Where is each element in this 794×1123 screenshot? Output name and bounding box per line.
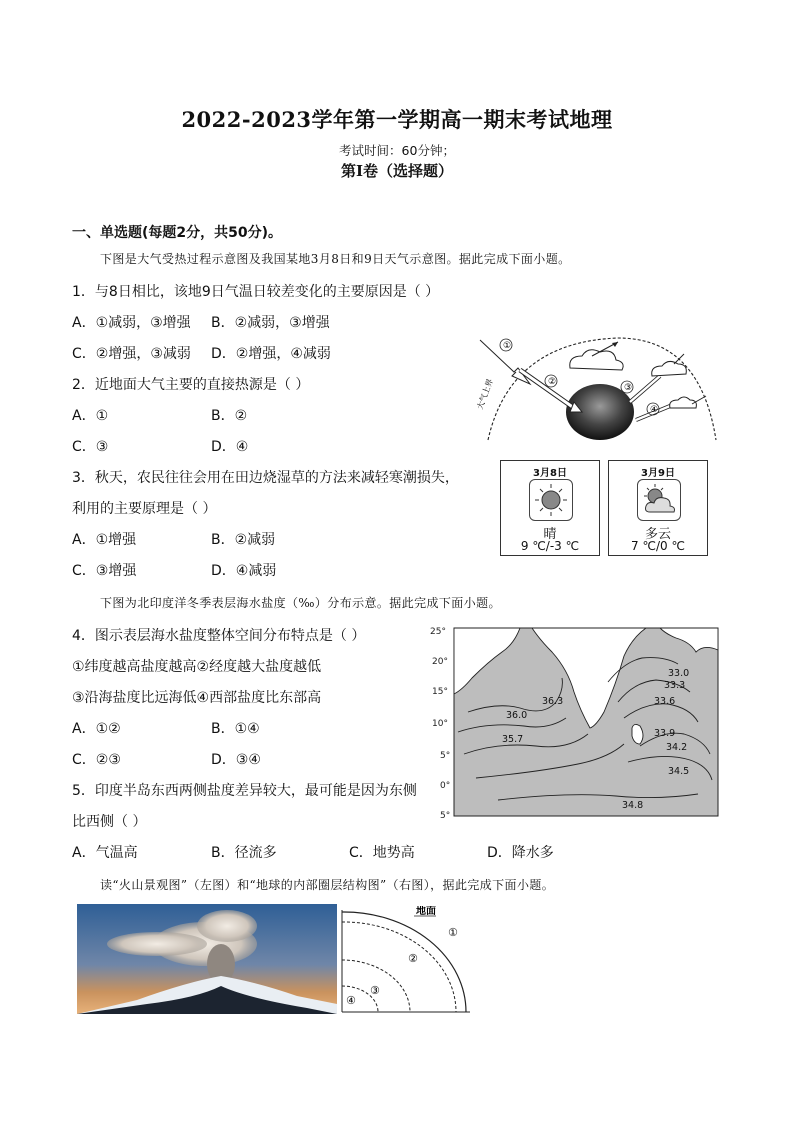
q4-option-c[interactable]: C．②③: [72, 752, 121, 768]
lat-label: 0°: [440, 781, 451, 791]
cloud-icon: [570, 350, 623, 370]
q4-option-b[interactable]: B．①④: [211, 721, 260, 737]
q5-stem-line1: 5．印度半岛东西两侧盐度差异较大，最可能是因为东侧: [72, 783, 417, 799]
q1-stem: 1．与8日相比，该地9日气温日较差变化的主要原因是（ ）: [72, 284, 440, 300]
atmosphere-label: 大气上界: [475, 377, 495, 411]
q5-option-a[interactable]: A．气温高: [72, 845, 138, 861]
q1-option-b[interactable]: B．②减弱，③增强: [211, 315, 330, 331]
isoline-label: 33.3: [664, 680, 686, 691]
weather-temp: 7 ℃/0 ℃: [631, 539, 685, 553]
q4-stem: 4．图示表层海水盐度整体空间分布特点是（ ）: [72, 628, 366, 644]
q5-option-d[interactable]: D．降水多: [487, 845, 554, 861]
q3-stem-line2: 利用的主要原理是（ ）: [72, 501, 217, 517]
isoline-label: 36.3: [542, 696, 564, 707]
q1-option-d[interactable]: D．②增强，④减弱: [211, 346, 331, 362]
exam-title: 2022-2023学年第一学期高一期末考试地理: [181, 107, 613, 132]
weather-desc: 晴: [543, 527, 557, 542]
isoline-label: 33.6: [654, 696, 676, 707]
earth-layer-diagram: [340, 906, 472, 1014]
q4-option-d[interactable]: D．③④: [211, 752, 261, 768]
q3-stem-line1: 3．秋天，农民往往会用在田边烧湿草的方法来减轻寒潮损失，: [72, 470, 459, 486]
weather-date: 3月8日: [533, 468, 567, 479]
q2-option-b[interactable]: B．②: [211, 408, 248, 424]
group3-intro: 读“火山景观图”（左图）和“地球的内部圈层结构图”（右图），据此完成下面小题。: [100, 878, 555, 892]
lat-label: 25°: [430, 627, 446, 637]
isoline-label: 35.7: [502, 734, 524, 745]
arrow-3-label: ③: [624, 383, 633, 393]
arrow-2-label: ②: [548, 377, 557, 387]
q5-stem-line2: 比西侧（ ）: [72, 814, 147, 830]
atmosphere-heating-diagram: [470, 332, 730, 444]
weather-temp: 9 ℃/-3 ℃: [520, 539, 580, 553]
group2-intro: 下图为北印度洋冬季表层海水盐度（‰）分布示意。据此完成下面小题。: [100, 596, 501, 610]
group1-intro: 下图是大气受热过程示意图及我国某地3月8日和9日天气示意图。据此完成下面小题。: [100, 252, 571, 266]
q3-option-c[interactable]: C．③增强: [72, 563, 137, 579]
arrow-1-label: ①: [503, 341, 512, 351]
sun-icon: [529, 479, 573, 521]
weather-date: 3月9日: [641, 468, 675, 479]
q2-option-c[interactable]: C．③: [72, 439, 109, 455]
q2-stem: 2．近地面大气主要的直接热源是（ ）: [72, 377, 310, 393]
isoline-label: 36.0: [506, 710, 528, 721]
q1-option-c[interactable]: C．②增强，③减弱: [72, 346, 191, 362]
lat-label: 20°: [432, 657, 448, 667]
q3-option-b[interactable]: B．②减弱: [211, 532, 276, 548]
isoline-label: 34.5: [668, 766, 690, 777]
q5-option-b[interactable]: B．径流多: [211, 845, 277, 861]
exam-time: 考试时间：60分钟；: [339, 143, 455, 158]
q3-option-a[interactable]: A．①增强: [72, 532, 137, 548]
surface-label: 地面: [416, 906, 436, 917]
weather-card-mar8: [500, 460, 600, 556]
volcano-photo: [77, 904, 337, 1014]
lat-label: 5°: [440, 751, 451, 761]
lat-label: 5°: [440, 811, 451, 821]
section-heading: 一、单选题(每题2分，共50分)。: [72, 225, 283, 241]
q5-option-c[interactable]: C．地势高: [349, 845, 415, 861]
q2-option-a[interactable]: A．①: [72, 408, 109, 424]
q2-option-d[interactable]: D．④: [211, 439, 249, 455]
weather-card-mar9: [608, 460, 708, 556]
q3-option-d[interactable]: D．④减弱: [211, 563, 277, 579]
layer-label: ①: [448, 926, 458, 939]
salinity-map: [428, 622, 724, 822]
isoline-label: 33.9: [654, 728, 676, 739]
isoline-label: 34.2: [666, 742, 688, 753]
isoline-label: 33.0: [668, 668, 690, 679]
weather-desc: 多云: [644, 527, 671, 542]
layer-label: ④: [346, 994, 356, 1007]
q4-option-a[interactable]: A．①②: [72, 721, 121, 737]
q4-statement-1: ①纬度越高盐度越高②经度越大盐度越低: [72, 659, 322, 675]
arrow-4-label: ④: [650, 405, 659, 415]
q4-statement-2: ③沿海盐度比远海低④西部盐度比东部高: [72, 690, 322, 706]
layer-label: ③: [370, 984, 380, 997]
lat-label: 10°: [432, 719, 448, 729]
cloud-sun-icon: [637, 479, 681, 521]
volume-title: 第I卷（选择题）: [340, 162, 454, 180]
q1-option-a[interactable]: A．①减弱，③增强: [72, 315, 191, 331]
isoline-label: 34.8: [622, 800, 644, 811]
layer-label: ②: [408, 952, 418, 965]
lat-label: 15°: [432, 687, 448, 697]
